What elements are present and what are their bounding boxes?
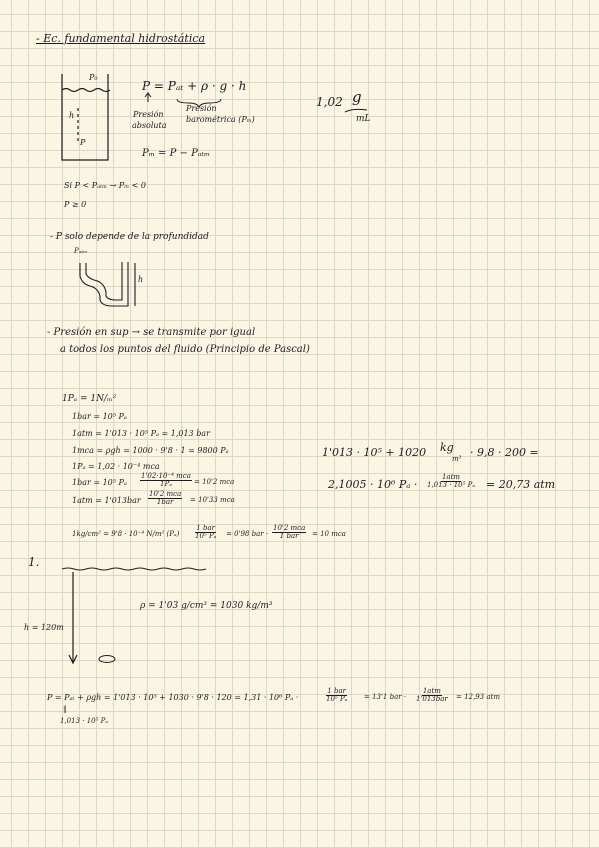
label-presion-absoluta-2: absoluta — [132, 121, 167, 130]
unit-line-8a: 1kg/cm² = 9'8 · 10⁻⁴ N/m² (Pₐ) — [72, 530, 180, 538]
unit-line-6a: 1bar = 10⁵ Pₐ — [72, 478, 127, 487]
bullet-pascal-1: - Presión en sup → se transmite por igual — [47, 327, 256, 338]
under-value: 1,013 · 10⁵ Pₐ — [60, 717, 108, 725]
unit-line-7b: = 10'33 mca — [190, 496, 235, 504]
unit-line-6b: = 10'2 mca — [194, 478, 235, 486]
unit-line-2: 1bar = 10⁵ Pₐ — [72, 412, 127, 421]
calc-line-1a: 1'013 · 10⁵ + 1020 — [322, 446, 427, 459]
density-value: 1,02 — [316, 95, 343, 109]
h-label: h — [69, 111, 75, 120]
under-mark: ‖ — [63, 705, 67, 713]
unit-line-6-fraction: 1'02·10⁻⁴ mca 1Pₐ — [141, 472, 191, 489]
object-ellipse — [99, 656, 115, 663]
calc-m3: m³ — [452, 455, 462, 463]
problem-number: 1. — [28, 555, 40, 569]
unit-line-1: 1Pₐ = 1N/ₘ² — [62, 394, 117, 404]
label-presion-baro-1: Presión — [186, 104, 217, 113]
condition-line-2: P ≥ 0 — [64, 200, 87, 209]
surface-line — [62, 568, 206, 570]
calc-line-2-fraction: 1atm 1,013 · 10⁵ Pₐ — [427, 473, 475, 490]
patm-label: Pₐₜₘ — [74, 247, 88, 255]
unit-line-4: 1mca = ρgh = 1000 · 9'8 · 1 = 9800 Pₐ — [72, 446, 229, 455]
unit-line-8b: = 0'98 bar · — [226, 530, 269, 538]
label-presion-absoluta-1: Presión — [133, 110, 164, 119]
formula-main: P = Pₐₜ + ρ · g · h — [142, 79, 247, 93]
unit-line-3: 1atm = 1'013 · 10⁵ Pₐ = 1,013 bar — [72, 429, 210, 438]
up-arrow-icon — [145, 93, 151, 102]
unit-line-8c: = 10 mca — [312, 530, 346, 538]
unit-line-5: 1Pₐ = 1,02 · 10⁻⁴ mca — [72, 462, 160, 471]
calc-line-2b: = 20,73 atm — [486, 478, 556, 491]
calc-line-1b: · 9,8 · 200 = — [470, 446, 539, 459]
solution-part-a: P = Pₐₜ + ρgh = 1'013 · 10⁵ + 1030 · 9'8 · 120 = 1,31 · 10⁶ Pₐ · — [47, 693, 299, 702]
bullet-depth: - P solo depende de la profundidad — [50, 232, 209, 242]
problem-density: ρ = 1'03 g/cm³ = 1030 kg/m³ — [140, 601, 273, 611]
unit-line-8-fraction-1: 1 bar 10⁵ Pₐ — [195, 524, 217, 541]
solution-part-b: = 13'1 bar · — [364, 693, 407, 701]
pipe-diagram — [80, 262, 135, 306]
depth-label: h = 120m — [24, 623, 64, 632]
calc-kg: kg — [440, 441, 454, 454]
label-presion-baro-2: barométrica (Pₘ) — [186, 115, 255, 124]
unit-line-7a: 1atm = 1'013bar — [72, 496, 141, 505]
unit-line-8-fraction-2: 10'2 mca 1 bar — [273, 524, 306, 541]
p-point-label: P — [80, 138, 86, 147]
bullet-pascal-2: a todos los puntos del fluido (Principio de Pascal) — [60, 344, 310, 355]
density-unit-bottom: mL — [356, 114, 371, 124]
solution-part-c: = 12,93 atm — [456, 693, 500, 701]
unit-line-7-fraction: 10'2 mca 1bar — [149, 490, 182, 507]
down-arrow-icon — [69, 572, 77, 663]
p0-label: P₀ — [89, 73, 98, 82]
calc-line-2a: 2,1005 · 10⁶ Pₐ · — [328, 478, 418, 491]
condition-line-1: Si P < Pₐₜₘ → Pₘ < 0 — [64, 181, 146, 190]
formula-pm: Pₘ = P − Pₐₜₘ — [142, 148, 211, 159]
solution-fraction-1: 1 bar 10⁵ Pₐ — [326, 687, 348, 704]
solution-fraction-2: 1atm 1'013bar — [416, 687, 448, 704]
pipe-h-label: h — [138, 275, 144, 284]
page-title: - Ec. fundamental hidrostática — [36, 32, 206, 45]
density-unit-top: g — [352, 88, 362, 106]
